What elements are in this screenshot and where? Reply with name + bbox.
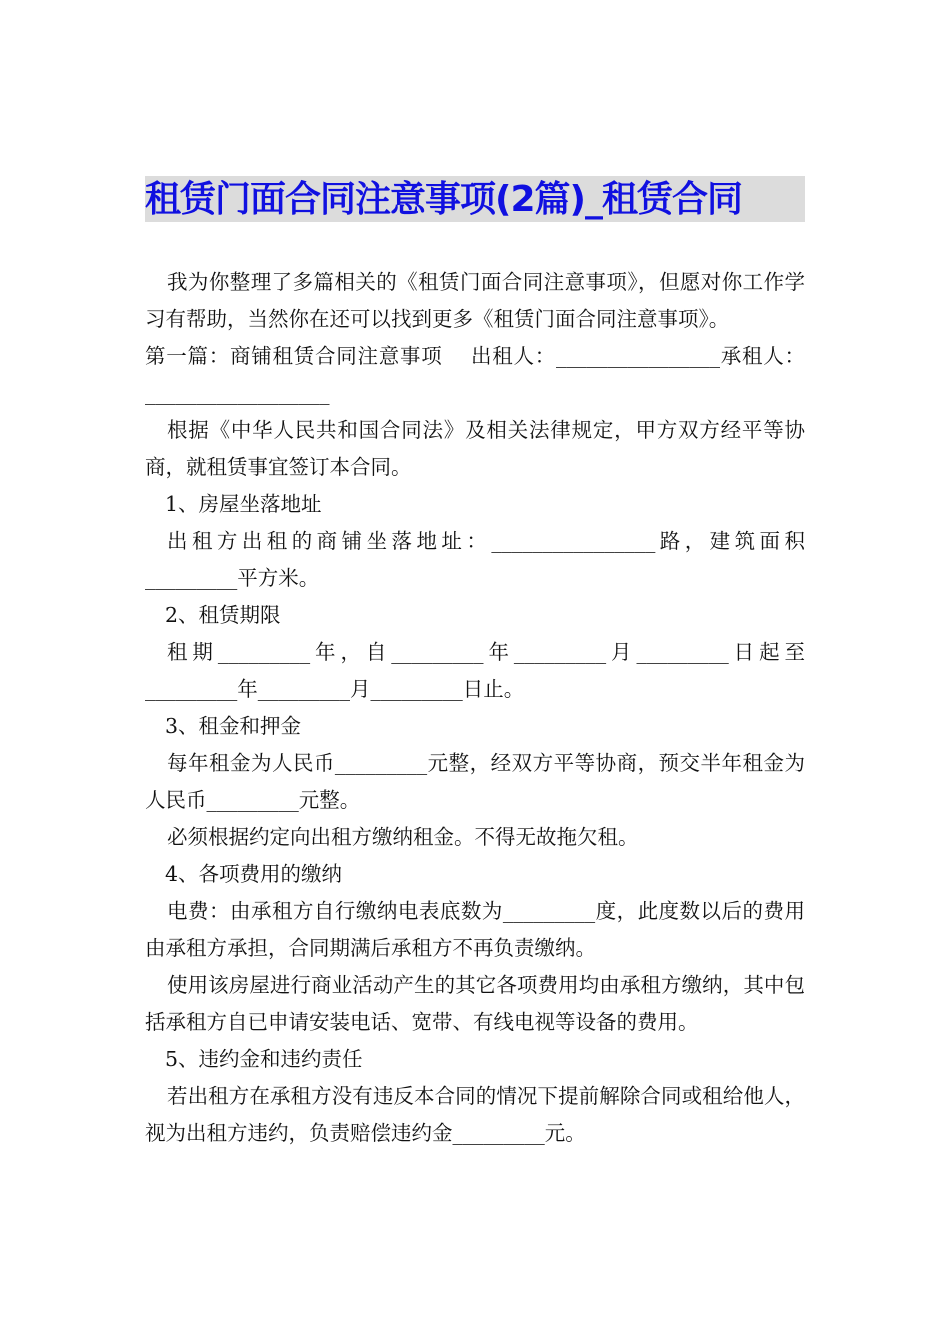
clause-body-rent-payment: 必须根据约定向出租方缴纳租金。不得无故拖欠租。 bbox=[167, 825, 639, 849]
clause-heading-rent: 3、租金和押金 bbox=[165, 714, 302, 738]
clause-heading-breach: 5、违约金和违约责任 bbox=[165, 1047, 363, 1071]
preamble-paragraph: 根据《中华人民共和国合同法》及相关法律规定，甲方双方经平等协商，就租赁事宜签订本合同。 bbox=[145, 418, 805, 479]
document-body bbox=[145, 264, 805, 1152]
clause-heading-fees: 4、各项费用的缴纳 bbox=[165, 862, 343, 886]
clause-body-address: 出租方出租的商铺坐落地址：________________路，建筑面积_________平方米。 bbox=[145, 529, 805, 590]
clause-body-breach: 若出租方在承租方没有违反本合同的情况下提前解除合同或租给他人，视为出租方违约，负责赔偿违约金_________元。 bbox=[145, 1084, 805, 1145]
clause-body-term: 租期_________年，自_________年_________月_________日起至_________年_________月_________日止。 bbox=[145, 640, 805, 701]
clause-heading-address: 1、房屋坐落地址 bbox=[165, 492, 322, 516]
intro-paragraph: 我为你整理了多篇相关的《租赁门面合同注意事项》，但愿对你工作学习有帮助，当然你在还可以找到更多《租赁门面合同注意事项》。 bbox=[145, 270, 805, 331]
section-header-parties: 第一篇：商铺租赁合同注意事项 出租人：________________承租人：__________________ bbox=[145, 344, 805, 405]
clause-heading-term: 2、租赁期限 bbox=[165, 603, 281, 627]
clause-body-other-fees: 使用该房屋进行商业活动产生的其它各项费用均由承租方缴纳，其中包括承租方自已申请安装电话、宽带、有线电视等设备的费用。 bbox=[145, 973, 805, 1034]
clause-body-electricity: 电费：由承租方自行缴纳电表底数为_________度，此度数以后的费用由承租方承担，合同期满后承租方不再负责缴纳。 bbox=[145, 899, 805, 960]
clause-body-rent: 每年租金为人民币_________元整，经双方平等协商，预交半年租金为人民币_________元整。 bbox=[145, 751, 805, 812]
document-title: 租赁门面合同注意事项(2篇)_租赁合同 bbox=[145, 179, 742, 220]
